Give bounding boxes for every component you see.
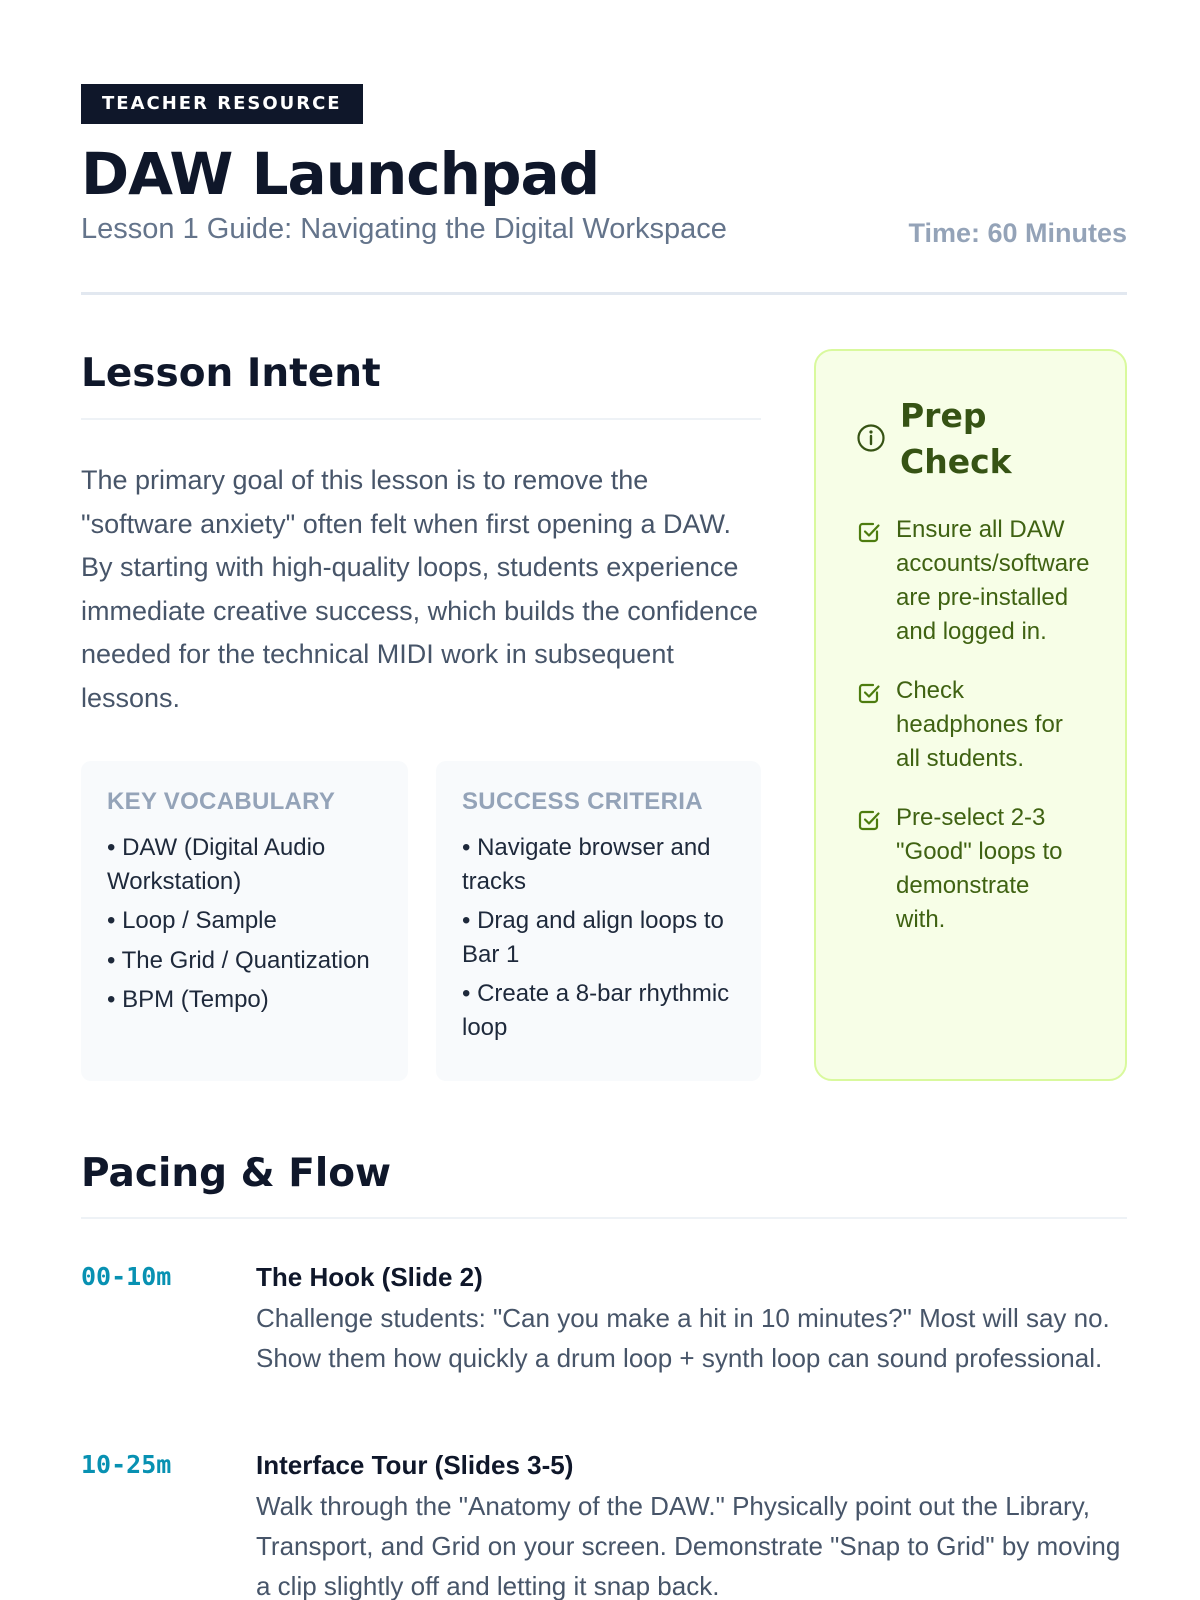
pacing-time: 10-25m [81, 1450, 172, 1479]
prep-check-item-text: Ensure all DAW accounts/software are pre-installed and logged in. [896, 516, 1090, 645]
lesson-intent-heading: Lesson Intent [81, 351, 381, 396]
pacing-title: The Hook (Slide 2) [256, 1262, 483, 1292]
pacing-description: Walk through the "Anatomy of the DAW." Physically point out the Library, Transport, and Grid on your screen. Demonstrate "Snap to Grid" by moving a clip slightly off and letting it snap back. [256, 1491, 1121, 1600]
pacing-title: Interface Tour (Slides 3-5) [256, 1450, 574, 1480]
list-item: • Navigate browser and tracks [462, 834, 711, 895]
key-vocabulary-card [81, 761, 408, 1081]
prep-check-item-text: Pre-select 2-3 "Good" loops to demonstrate with. [896, 804, 1063, 933]
prep-check-item-text: Check headphones for all students. [896, 677, 1063, 772]
page-title: DAW Launchpad [81, 140, 600, 208]
list-item: • BPM (Tempo) [107, 986, 269, 1013]
key-vocabulary-heading: KEY VOCABULARY [107, 788, 336, 815]
pacing-body [256, 1448, 1127, 1600]
list-item: • Create a 8-bar rhythmic loop [462, 980, 730, 1041]
success-criteria-card [436, 761, 761, 1081]
teacher-resource-badge: TEACHER RESOURCE [81, 84, 363, 124]
list-item: • The Grid / Quantization [107, 946, 370, 974]
lesson-intent-body: The primary goal of this lesson is to remove the "software anxiety" often felt when first opening a DAW. By starting with high-quality loops, students experience immediate creative success, which builds the confidence needed for the technical MIDI work in subsequent lessons. [81, 465, 758, 713]
page-subtitle: Lesson 1 Guide: Navigating the Digital Workspace [81, 213, 727, 245]
list-item: • Drag and align loops to Bar 1 [462, 907, 724, 968]
prep-check-heading: Prep Check [900, 396, 1012, 481]
success-criteria-list [462, 831, 735, 1044]
pacing-flow-divider [81, 1217, 1127, 1219]
lesson-duration: Time: 60 Minutes [908, 218, 1127, 248]
checkbox-checked-icon [856, 807, 882, 833]
pacing-body [256, 1260, 1127, 1378]
checkbox-checked-icon [856, 680, 882, 706]
pacing-time: 00-10m [81, 1262, 172, 1291]
pacing-flow-heading: Pacing & Flow [81, 1151, 392, 1196]
header-divider [81, 292, 1127, 295]
prep-check-panel [814, 349, 1127, 1081]
checkbox-checked-icon [856, 519, 882, 545]
lesson-intent-divider [81, 418, 761, 420]
success-criteria-heading: SUCCESS CRITERIA [462, 788, 703, 815]
lesson-guide-page [81, 0, 1127, 1600]
info-icon [856, 423, 886, 453]
list-item: • DAW (Digital Audio Workstation) [107, 834, 326, 895]
list-item: • Loop / Sample [107, 907, 277, 934]
key-vocabulary-list [107, 831, 382, 1017]
pacing-description: Challenge students: "Can you make a hit in 10 minutes?" Most will say no. Show them how quickly a drum loop + synth loop can sound professional. [256, 1303, 1110, 1373]
